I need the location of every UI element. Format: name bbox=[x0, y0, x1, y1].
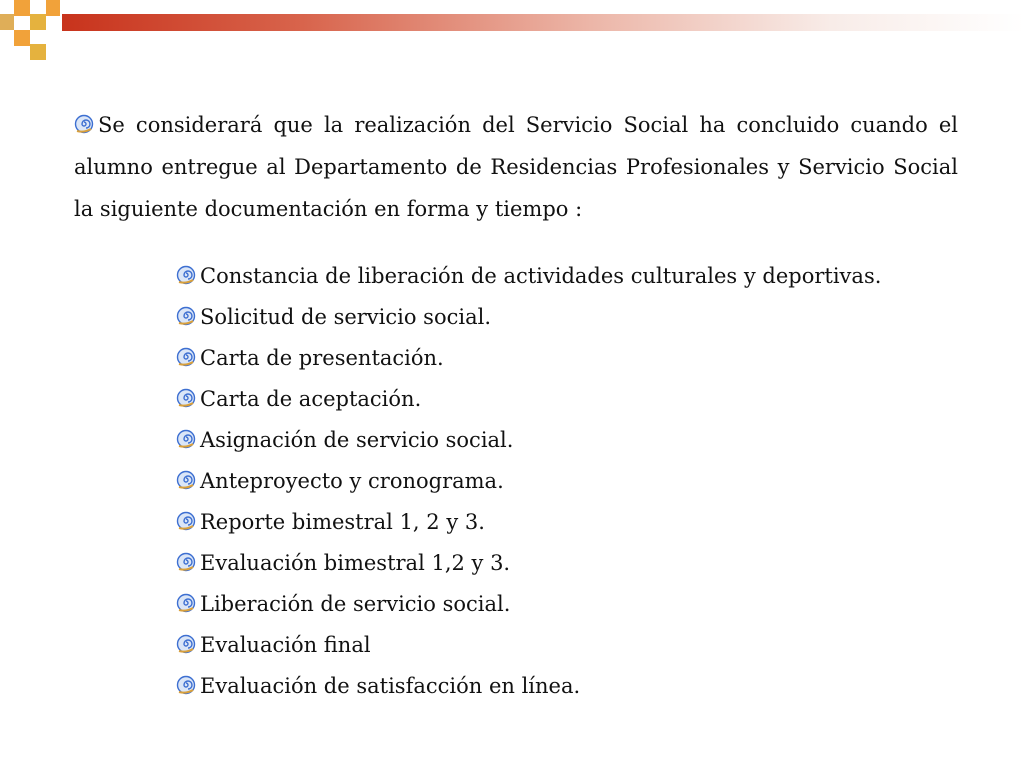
spiral-bullet-icon bbox=[176, 422, 196, 442]
spiral-bullet-icon bbox=[176, 299, 196, 319]
list-item bbox=[176, 666, 996, 707]
spiral-bullet-icon bbox=[176, 258, 196, 278]
spiral-bullet-icon bbox=[176, 545, 196, 565]
list-item bbox=[176, 461, 996, 502]
list-item bbox=[176, 420, 996, 461]
spiral-bullet-icon bbox=[176, 504, 196, 524]
list-item bbox=[176, 625, 996, 666]
list-item bbox=[176, 297, 996, 338]
list-item bbox=[176, 543, 996, 584]
header-square bbox=[14, 0, 30, 16]
spiral-bullet-icon bbox=[176, 463, 196, 483]
header-gradient-bar bbox=[62, 14, 1024, 31]
spiral-bullet-icon bbox=[74, 106, 94, 126]
spiral-bullet-icon bbox=[176, 340, 196, 360]
list-item-label: Constancia de liberación de actividades culturales y deportivas. bbox=[200, 264, 882, 288]
header-square bbox=[46, 0, 60, 16]
list-item bbox=[176, 502, 996, 543]
header-square bbox=[30, 44, 46, 60]
list-item-label: Anteproyecto y cronograma. bbox=[200, 469, 504, 493]
intro-paragraph bbox=[74, 104, 958, 230]
requirements-list bbox=[176, 256, 996, 707]
spiral-bullet-icon bbox=[176, 668, 196, 688]
list-item-label: Carta de aceptación. bbox=[200, 387, 422, 411]
list-item bbox=[176, 338, 996, 379]
slide-content bbox=[74, 104, 958, 230]
list-item-label: Evaluación de satisfacción en línea. bbox=[200, 674, 581, 698]
spiral-bullet-icon bbox=[176, 586, 196, 606]
list-item-label: Asignación de servicio social. bbox=[200, 428, 514, 452]
list-item-label: Evaluación final bbox=[200, 633, 371, 657]
list-item bbox=[176, 379, 996, 420]
list-item-label: Liberación de servicio social. bbox=[200, 592, 511, 616]
list-item-label: Evaluación bimestral 1,2 y 3. bbox=[200, 551, 511, 575]
list-item-label: Carta de presentación. bbox=[200, 346, 444, 370]
list-item-label: Reporte bimestral 1, 2 y 3. bbox=[200, 510, 485, 534]
list-item-label: Solicitud de servicio social. bbox=[200, 305, 491, 329]
header-square bbox=[14, 30, 30, 46]
intro-text: Se considerará que la realización del Servicio Social ha concluido cuando el alumno entregue al Departamento de Residencias Profesionales y Servicio Social la siguiente documentación en forma y tiempo : bbox=[74, 113, 958, 221]
spiral-bullet-icon bbox=[176, 627, 196, 647]
slide-header-decoration bbox=[0, 0, 1024, 64]
header-square bbox=[0, 14, 14, 30]
spiral-bullet-icon bbox=[176, 381, 196, 401]
header-square bbox=[30, 14, 46, 30]
list-item bbox=[176, 256, 996, 297]
list-item bbox=[176, 584, 996, 625]
